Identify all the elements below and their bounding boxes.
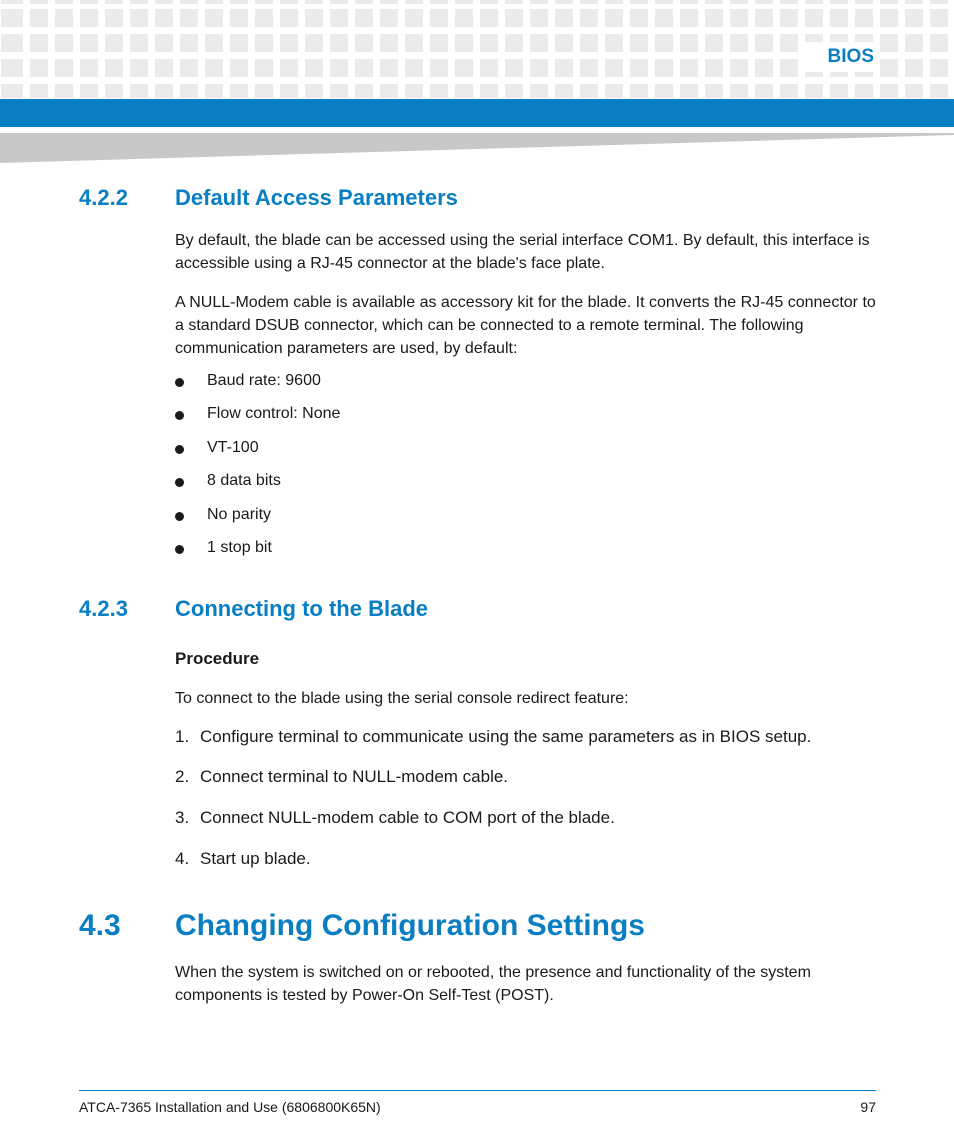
header-section-title: BIOS bbox=[802, 42, 874, 72]
step-item: 2. Connect terminal to NULL-modem cable. bbox=[175, 767, 509, 786]
bullet-icon bbox=[175, 378, 184, 387]
section-number: 4.3 bbox=[79, 909, 121, 942]
paragraph: A NULL-Modem cable is available as accessory kit for the blade. It converts the RJ-45 connector to a standard DSUB connector, which can be connected to a remote terminal. The following communication parameters are used, by default: bbox=[175, 294, 876, 357]
header-bar bbox=[0, 99, 954, 127]
section-number: 4.2.2 bbox=[79, 185, 128, 210]
bullet-icon bbox=[175, 545, 184, 554]
paragraph: When the system is switched on or rebooted, the presence and functionality of the system components is tested by Power-On Self-Test (POST). bbox=[175, 964, 811, 1004]
section-number: 4.2.3 bbox=[79, 596, 128, 621]
page-number: 97 bbox=[860, 1099, 876, 1115]
step-item: 1. Configure terminal to communicate using the same parameters as in BIOS setup. bbox=[175, 727, 812, 746]
bullet-icon bbox=[175, 512, 184, 521]
procedure-heading: Procedure bbox=[175, 649, 260, 668]
bullet-icon bbox=[175, 411, 184, 420]
section-title: Default Access Parameters bbox=[175, 185, 458, 210]
footer-doc-title: ATCA-7365 Installation and Use (6806800K65N) bbox=[79, 1099, 381, 1115]
paragraph: To connect to the blade using the serial console redirect feature: bbox=[175, 690, 629, 707]
section-title: Changing Configuration Settings bbox=[175, 909, 645, 942]
bullet-icon bbox=[175, 445, 184, 454]
bullet-icon bbox=[175, 478, 184, 487]
paragraph: By default, the blade can be accessed using the serial interface COM1. By default, this interface is accessible using a RJ-45 connector at the blade's face plate. bbox=[175, 232, 870, 272]
step-item: 3. Connect NULL-modem cable to COM port of the blade. bbox=[175, 808, 615, 827]
step-item: 4. Start up blade. bbox=[175, 849, 311, 868]
header-wedge bbox=[0, 127, 954, 165]
footer-divider bbox=[79, 1090, 876, 1091]
section-title: Connecting to the Blade bbox=[175, 596, 428, 621]
